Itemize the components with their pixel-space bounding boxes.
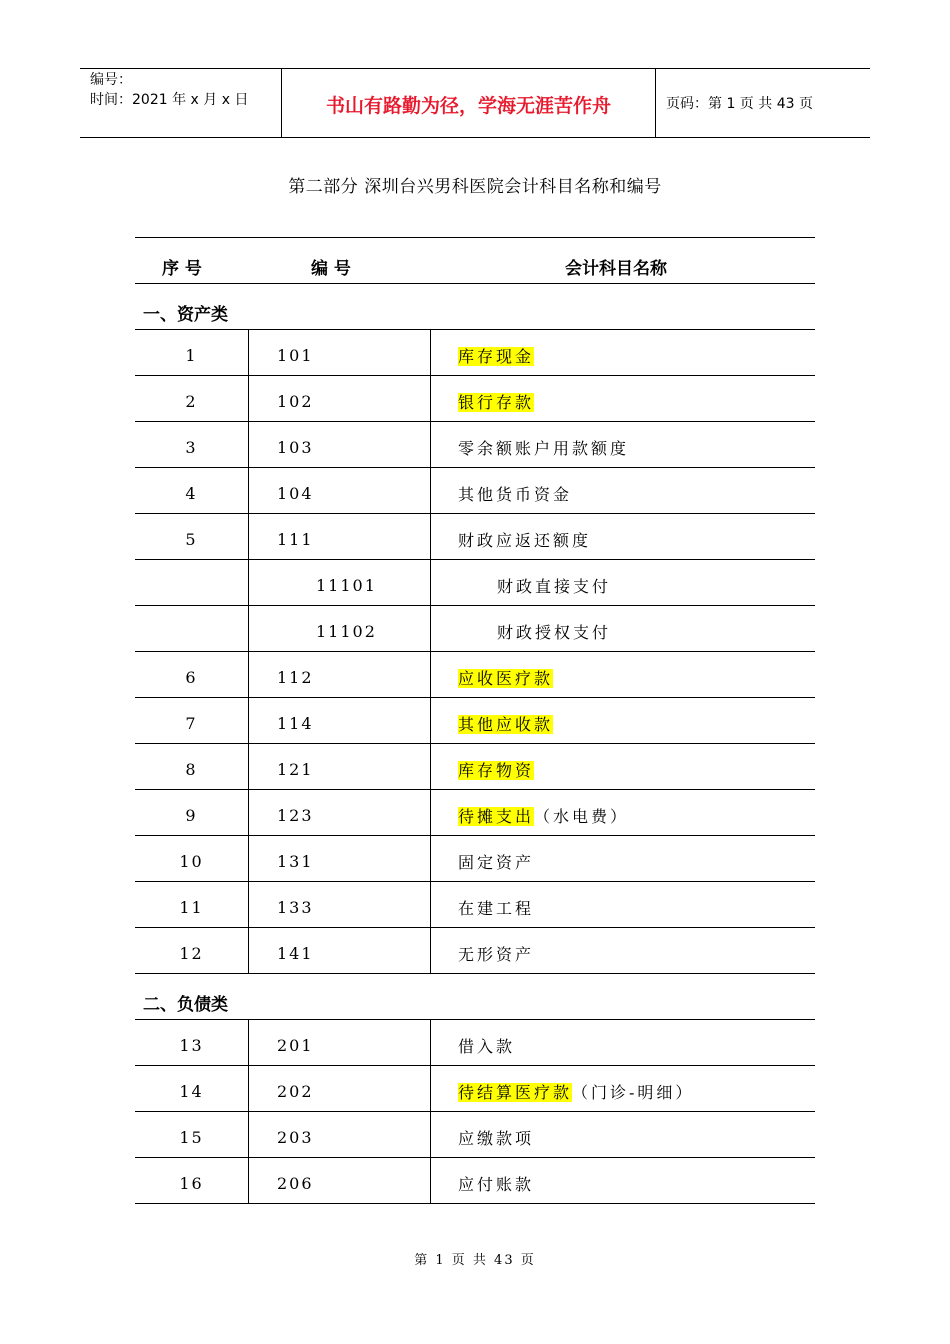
column-divider: [430, 1020, 431, 1065]
seq-cell: 10: [179, 852, 204, 871]
table-row: [135, 1112, 815, 1158]
page-info: 页码：第 1 页 共 43 页: [666, 96, 813, 112]
account-name-cell: [458, 1172, 534, 1195]
column-divider: [248, 606, 249, 651]
table-row: [135, 514, 815, 560]
account-name: 财政授权支付: [497, 623, 612, 642]
column-divider: [248, 928, 249, 973]
seq-cell: 2: [185, 392, 198, 411]
col-header-seq: 序 号: [162, 259, 202, 279]
account-name-cell: [497, 574, 611, 597]
column-divider: [430, 882, 431, 927]
column-divider: [248, 376, 249, 421]
code-cell: 104: [277, 484, 314, 503]
column-divider: [248, 1158, 249, 1203]
account-note: （门诊-明细）: [572, 1083, 695, 1102]
column-divider: [248, 514, 249, 559]
code-cell: 131: [277, 852, 314, 871]
column-divider: [248, 882, 249, 927]
seq-cell: 4: [185, 484, 198, 503]
seq-cell: 12: [179, 944, 204, 963]
header-page-cell: [656, 69, 870, 137]
code-cell: 11102: [316, 622, 377, 641]
code-cell: 112: [277, 668, 314, 687]
account-name: 待摊支出: [458, 807, 535, 826]
account-name-cell: [458, 666, 553, 689]
code-cell: 141: [277, 944, 314, 963]
table-row: [135, 468, 815, 514]
table-row: [135, 836, 815, 882]
column-divider: [248, 422, 249, 467]
table-row: [135, 698, 815, 744]
account-name: 在建工程: [458, 899, 535, 918]
table-row: [135, 652, 815, 698]
seq-cell: 14: [179, 1082, 204, 1101]
column-divider: [248, 836, 249, 881]
account-name: 无形资产: [458, 945, 535, 964]
motto-text: 书山有路勤为径，学海无涯苦作舟: [325, 95, 611, 117]
table-row: [135, 606, 815, 652]
account-name: 待结算医疗款: [458, 1083, 573, 1102]
account-name-cell: [458, 344, 534, 367]
document-header: [80, 68, 870, 138]
column-divider: [248, 1112, 249, 1157]
table-row: [135, 882, 815, 928]
column-divider: [430, 698, 431, 743]
column-divider: [248, 744, 249, 789]
document-title: 第二部分 深圳台兴男科医院会计科目名称和编号: [288, 177, 662, 197]
code-cell: 123: [277, 806, 314, 825]
account-name-cell: [458, 1034, 515, 1057]
seq-cell: 8: [185, 760, 198, 779]
account-name-cell: [458, 804, 629, 827]
seq-cell: 3: [185, 438, 198, 457]
account-name: 应付账款: [458, 1175, 535, 1194]
accounts-table: [135, 237, 815, 1204]
account-name-cell: [497, 620, 611, 643]
account-name-cell: [458, 482, 572, 505]
code-cell: 102: [277, 392, 314, 411]
column-divider: [430, 836, 431, 881]
col-header-code: 编 号: [311, 259, 351, 279]
column-divider: [248, 560, 249, 605]
seq-cell: 5: [185, 530, 198, 549]
column-divider: [248, 790, 249, 835]
column-divider: [248, 652, 249, 697]
section-row: [135, 284, 815, 330]
account-name-cell: [458, 390, 534, 413]
code-cell: 101: [277, 346, 314, 365]
column-divider: [430, 330, 431, 375]
account-name: 财政应返还额度: [458, 531, 592, 550]
code-cell: 11101: [316, 576, 377, 595]
seq-cell: 11: [179, 898, 204, 917]
table-row: [135, 1066, 815, 1112]
header-motto-cell: [281, 69, 656, 137]
column-divider: [430, 652, 431, 697]
account-name-cell: [458, 1080, 694, 1103]
account-name: 应收医疗款: [458, 669, 554, 688]
seq-cell: 16: [179, 1174, 204, 1193]
account-name: 其他应收款: [458, 715, 554, 734]
seq-cell: 1: [185, 346, 198, 365]
table-row: [135, 1158, 815, 1204]
account-name-cell: [458, 712, 553, 735]
column-divider: [430, 1066, 431, 1111]
column-divider: [248, 330, 249, 375]
table-row: [135, 422, 815, 468]
code-cell: 203: [277, 1128, 314, 1147]
account-name: 库存物资: [458, 761, 535, 780]
code-cell: 202: [277, 1082, 314, 1101]
column-divider: [248, 1020, 249, 1065]
column-divider: [430, 560, 431, 605]
account-name-cell: [458, 896, 534, 919]
account-name-cell: [458, 850, 534, 873]
code-cell: 133: [277, 898, 314, 917]
account-name: 应缴款项: [458, 1129, 535, 1148]
account-name: 财政直接支付: [497, 577, 612, 596]
account-name: 其他货币资金: [458, 485, 573, 504]
seq-cell: 9: [185, 806, 198, 825]
account-name-cell: [458, 436, 629, 459]
account-name-cell: [458, 942, 534, 965]
column-divider: [248, 468, 249, 513]
table-header-row: [135, 237, 815, 284]
table-row: [135, 928, 815, 974]
table-row: [135, 330, 815, 376]
table-row: [135, 790, 815, 836]
code-cell: 103: [277, 438, 314, 457]
code-cell: 111: [277, 530, 314, 549]
account-name: 库存现金: [458, 347, 535, 366]
code-cell: 121: [277, 760, 314, 779]
account-name-cell: [458, 1126, 534, 1149]
section-row: [135, 974, 815, 1020]
column-divider: [430, 468, 431, 513]
table-row: [135, 1020, 815, 1066]
seq-cell: 6: [185, 668, 198, 687]
account-name-cell: [458, 528, 591, 551]
column-divider: [430, 790, 431, 835]
page-footer: 第 1 页 共 43 页: [414, 1253, 536, 1268]
table-row: [135, 376, 815, 422]
account-name: 固定资产: [458, 853, 535, 872]
section-label: 二、负债类: [143, 995, 228, 1015]
column-divider: [430, 422, 431, 467]
column-divider: [430, 514, 431, 559]
column-divider: [248, 1066, 249, 1111]
column-divider: [430, 606, 431, 651]
header-meta-cell: [80, 69, 281, 137]
column-divider: [430, 744, 431, 789]
code-cell: 114: [277, 714, 314, 733]
col-header-name: 会计科目名称: [565, 259, 667, 279]
account-name: 零余额账户用款额度: [458, 439, 630, 458]
column-divider: [430, 928, 431, 973]
doc-number-label: 编号：: [90, 72, 132, 88]
column-divider: [430, 1112, 431, 1157]
seq-cell: 13: [179, 1036, 204, 1055]
section-label: 一、资产类: [143, 305, 228, 325]
account-note: （水电费）: [534, 807, 630, 826]
table-row: [135, 560, 815, 606]
seq-cell: 7: [185, 714, 198, 733]
account-name-cell: [458, 758, 534, 781]
seq-cell: 15: [179, 1128, 204, 1147]
column-divider: [430, 1158, 431, 1203]
date-label: 时间：2021 年 x 月 x 日: [90, 92, 249, 108]
account-name: 银行存款: [458, 393, 535, 412]
account-name: 借入款: [458, 1037, 516, 1056]
code-cell: 201: [277, 1036, 314, 1055]
table-row: [135, 744, 815, 790]
column-divider: [248, 698, 249, 743]
code-cell: 206: [277, 1174, 314, 1193]
column-divider: [430, 376, 431, 421]
